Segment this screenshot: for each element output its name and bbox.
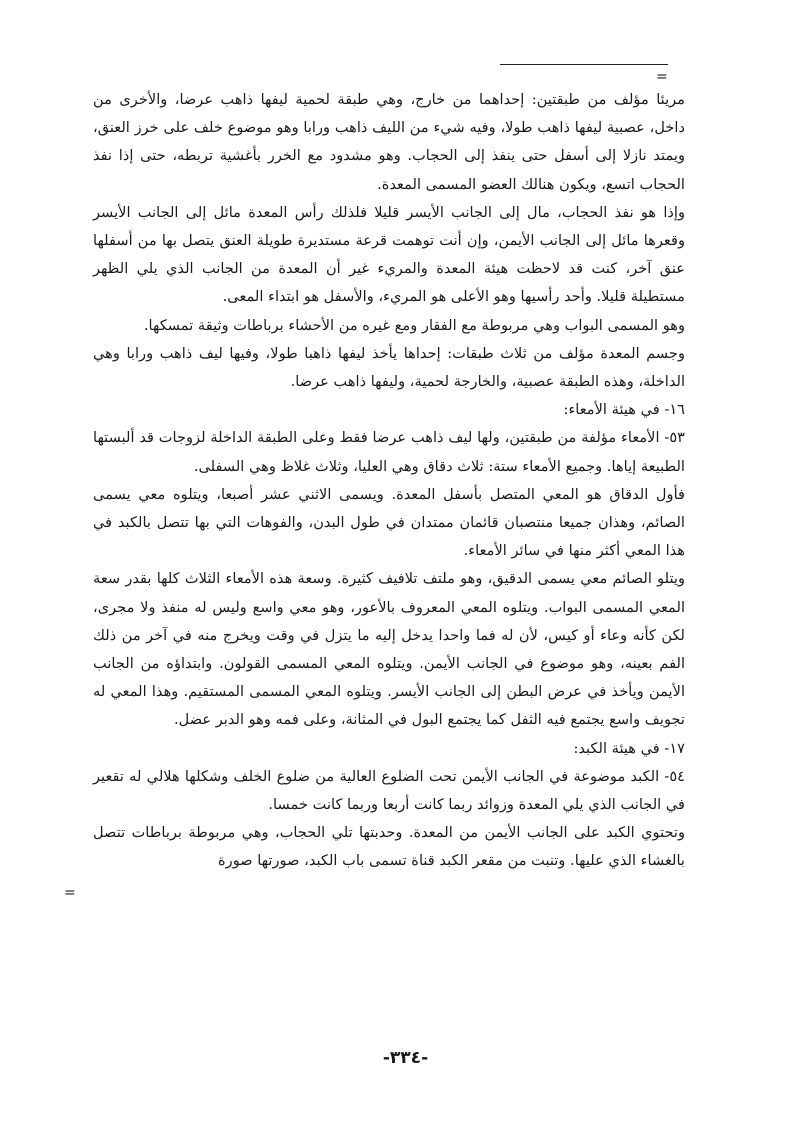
- paragraph-liver-attachments: وتحتوي الكبد على الجانب الأيمن من المعدة. وحدبتها تلي الحجاب، وهي مربوطة برباطات تتصل بالغشاء الذي عليها. وتنبت من مقعر الكبد قناة تسمى باب الكبد، صورتها صورة: [93, 824, 685, 870]
- paragraph-54-liver: ٥٤- الكبد موضوعة في الجانب الأيمن تحت الضلوع العالية من ضلوع الخلف وشكلها هلالي له تقعير في الجانب الذي يلي المعدة وزوائد ربما كانت أربعا وربما كانت خمسا.: [93, 767, 685, 814]
- top-continuation-marker: =: [656, 69, 668, 85]
- paragraph-stomach-position: وإذا هو نفذ الحجاب، مال إلى الجانب الأيسر قليلا فلذلك رأس المعدة مائل إلى الجانب الأيسر وقعرها مائل إلى الجانب الأيمن، وإن أنت توهمت قرعة مستديرة طويلة العنق يتصل بها من أسفلها عنق آخر، كنت قد لاحظت هيئة المعدة والمريء غير أن المعدة من الجانب الذي يلي الظهر مستطيلة قليلا. وأحد رأسيها وهو الأعلى هو المريء، والأسفل هو ابتداء المعى.: [93, 203, 685, 306]
- paragraph-stomach-layers: وجسم المعدة مؤلف من ثلاث طبقات: إحداها يأخذ ليفها ذاهبا طولا، وفيها ليف ذاهب ورابا وهي الداخلة، وهذه الطبقة عصبية، والخارجة لحمية، وليفها ذاهب عرضا.: [93, 344, 685, 391]
- section-heading-intestines: ١٦- في هيئة الأمعاء:: [563, 401, 685, 419]
- page-number: -٣٣٤-: [382, 1048, 429, 1068]
- paragraph-small-and-large-intestine: ويتلو الصائم معي يسمى الدقيق، وهو ملتف تلافيف كثيرة. وسعة هذه الأمعاء الثلاث كلها بقدر سعة المعي المسمى البواب. ويتلوه المعي المعروف بالأعور، وهو معي واسع وليس له منفذ ولا مجرى، لكن كأنه وعاء أو كيس، لأن له فما واحدا يدخل إليه ما يتزل في وقت ويخرج منه في آخر من ذلك الفم بعينه، وهو موضوع في الجانب الأيمن. ويتلوه المعي المسمى القولون. وابتداؤه من الجانب الأيمن ويأخذ في عرض البطن إلى الجانب الأيسر. ويتلوه المعي المسمى المستقيم. وهذا المعي له تجويف واسع يجتمع فيه الثفل كما يجتمع البول في المثانة، وعلى فمه وهو الدبر عضل.: [93, 570, 685, 729]
- paragraph-duodenum: فأول الدقاق هو المعي المتصل بأسفل المعدة. ويسمى الاثني عشر أصبعا، ويتلوه معي يسمى الصائم، وهذان جميعا منتصبان قائمان ممتدان في طول البدن، والفوهات التي بها تتصل بالكبد في هذا المعي أكثر منها في سائر الأمعاء.: [93, 485, 685, 560]
- section-heading-liver: ١٧- في هيئة الكبد:: [573, 739, 685, 757]
- paragraph-53-intestines: ٥٣- الأمعاء مؤلفة من طبقتين، ولها ليف ذاهب عرضا فقط وعلى الطبقة الداخلة لزوجات قد ألبستها الطبيعة إياها. وجميع الأمعاء ستة: ثلاث دقاق وهي العليا، وثلاث غلاظ وهي السفلى.: [93, 429, 685, 475]
- header-rule: [500, 64, 668, 65]
- paragraph-esophagus-layers: مريئا مؤلف من طبقتين: إحداهما من خارج، وهي طبقة لحمية ليفها ذاهب عرضا، والأخرى من داخل، عصبية ليفها ذاهب طولا، وفيه شيء من الليف ذاهب ورابا وهو موضوع خلف على خرز العنق، ويمتد نازلا إلى أسفل حتى ينفذ إلى الحجاب. وهو مشدود مع الخرر بأغشية تربطه، حتى إذا نفذ الحجاب اتسع، ويكون هنالك العضو المسمى المعدة.: [93, 91, 685, 193]
- bottom-continuation-marker: =: [64, 885, 76, 901]
- body-text: [93, 86, 685, 876]
- paragraph-pylorus: وهو المسمى البواب وهي مربوطة مع الفقار ومع غيره من الأحشاء برباطات وثيقة تمسكها.: [143, 316, 685, 334]
